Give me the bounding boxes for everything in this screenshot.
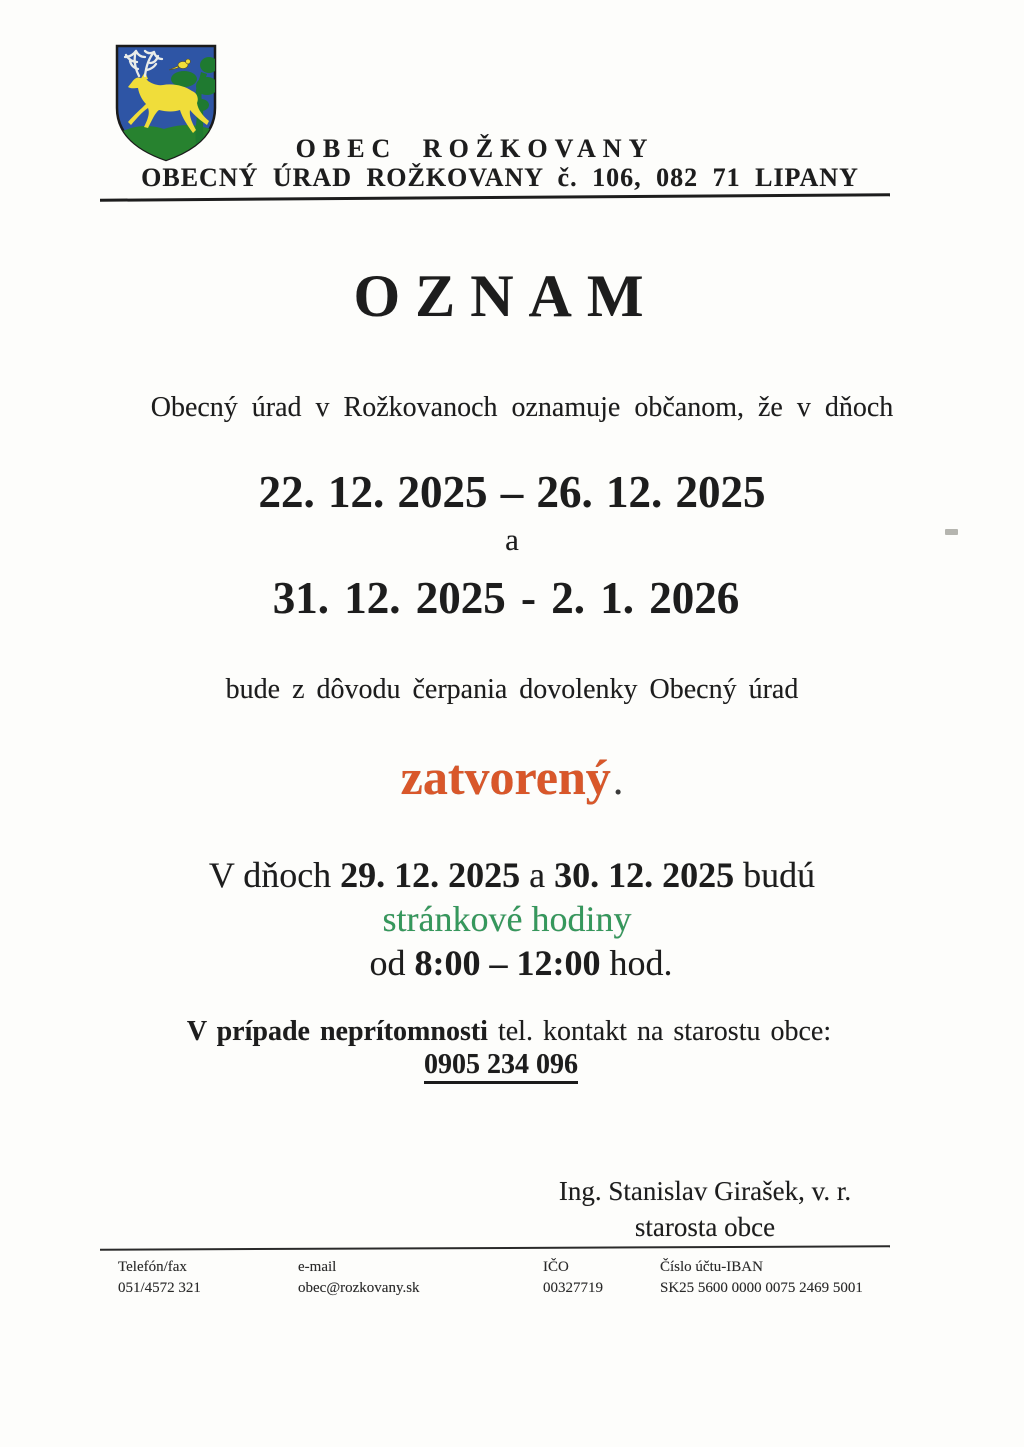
closed-word: zatvorený [400,749,611,805]
footer-phone-label: Telefón/fax [118,1259,187,1275]
period-conjunction: a [505,522,519,557]
header-divider [100,193,890,202]
footer-email-value: obec@rozkovany.sk [298,1280,420,1296]
office-address-line: OBECNÝ ÚRAD ROŽKOVANY č. 106, 082 71 LIPANY [141,163,859,192]
tree-foliage-icon [171,71,197,87]
office-open-days-line [0,857,1024,893]
footer-iban [660,1257,863,1299]
footer-email-label: e-mail [298,1259,337,1275]
closed-statement [0,749,1024,805]
closure-reason: bude z dôvodu čerpania dovolenky Obecný úrad [225,674,799,705]
mayor-role: starosta obce [634,1212,776,1242]
open-days-prefix: V dňoch [208,855,341,895]
footer-ico [543,1257,603,1299]
tree-foliage-icon [196,77,218,95]
office-hours-label: stránkové hodiny [382,899,632,939]
notice-intro: Obecný úrad v Rožkovanoch oznamuje občanom, že v dňoch [150,392,894,423]
footer-ico-value: 00327719 [543,1280,603,1296]
footer-phone-value: 051/4572 321 [118,1280,201,1296]
open-day-1: 29. 12. 2025 [340,855,521,895]
hours-range: 8:00 – 12:00 [414,943,601,983]
mayor-phone-number: 0905 234 096 [424,1049,578,1084]
absence-contact-line [0,1018,1021,1046]
closed-period: . [612,758,624,804]
notice-title: OZNAM [353,263,659,329]
open-day-2: 30. 12. 2025 [554,855,735,895]
footer-email [298,1257,420,1299]
hours-prefix: od [369,943,415,983]
closure-period-2: 31. 12. 2025 - 2. 1. 2026 [272,573,740,623]
scan-artifact [945,529,958,535]
absence-emphasis: V prípade neprítomnosti [186,1016,488,1047]
footer-iban-label: Číslo účtu-IBAN [660,1259,763,1275]
footer-ico-label: IČO [543,1259,569,1275]
signature-block [455,1173,955,1245]
municipality-name: OBEC ROŽKOVANY [295,134,655,163]
footer-phone [118,1257,201,1299]
office-hours-line [9,945,1024,981]
hours-suffix: hod. [600,943,673,983]
footer-iban-value: SK25 5600 0000 0075 2469 5001 [660,1280,863,1296]
absence-rest: tel. kontakt na starostu obce: [487,1016,832,1047]
mayor-phone-line [0,1051,1013,1079]
open-days-conjunction: a [520,855,555,895]
footer-divider [100,1245,890,1250]
open-days-suffix: budú [734,855,816,895]
mayor-name: Ing. Stanislav Girašek, v. r. [558,1176,852,1206]
closure-period-1: 22. 12. 2025 – 26. 12. 2025 [258,467,766,517]
